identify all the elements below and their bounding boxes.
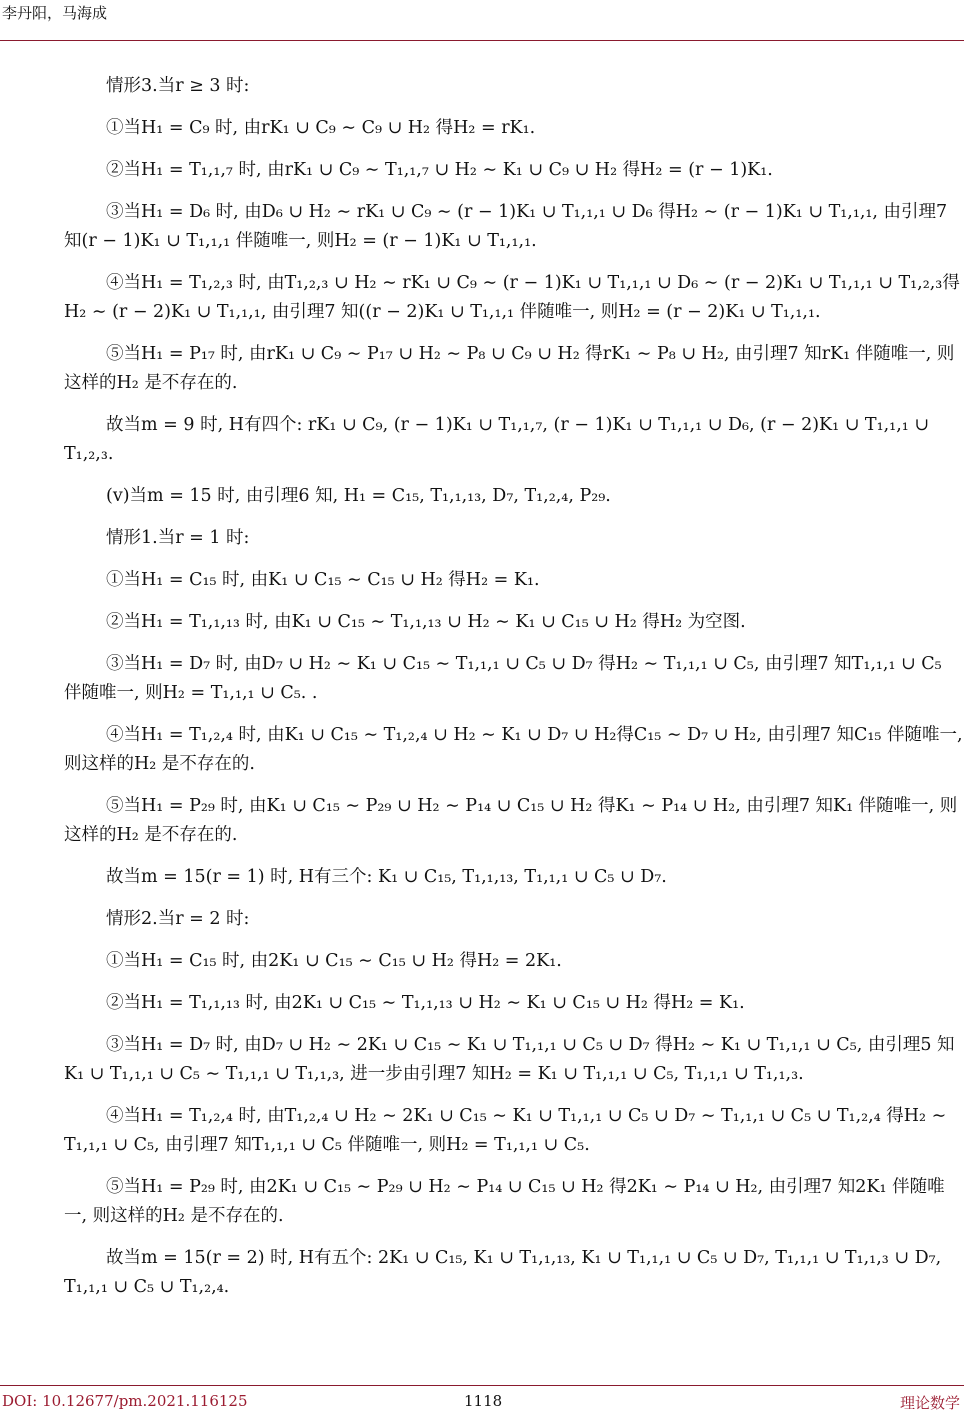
case-3-item-1: ①当H₁ = C₉ 时, 由rK₁ ∪ C₉ ∼ C₉ ∪ H₂ 得H₂ = rK₁. [106, 118, 536, 138]
case-1-heading: 情形1.当r = 1 时: [106, 528, 250, 548]
case-3-heading: 情形3.当r ≥ 3 时: [106, 76, 250, 96]
case-1-item-1: ①当H₁ = C₁₅ 时, 由K₁ ∪ C₁₅ ∼ C₁₅ ∪ H₂ 得H₂ = K₁. [106, 570, 540, 590]
case-2-item-1: ①当H₁ = C₁₅ 时, 由2K₁ ∪ C₁₅ ∼ C₁₅ ∪ H₂ 得H₂ = 2K₁. [106, 951, 562, 971]
case-2-item-3: ③当H₁ = D₇ 时, 由D₇ ∪ H₂ ∼ 2K₁ ∪ C₁₅ ∼ K₁ ∪ T₁,₁,₁ ∪ C₅ ∪ D₇ 得H₂ ∼ K₁ ∪ T₁,₁,₁ ∪ C₅, 由引理5 知K₁ ∪ T₁,₁,₁ ∪ C₅ ∼ T₁,₁,₁ ∪ T₁,₁,₃, 进一步由引理7 知H₂ = K₁ ∪ T₁,₁,₁ ∪ C₅, T₁,₁,₁ ∪ T₁,₁,₃. [64, 1035, 955, 1084]
case-2-item-5: ⑤当H₁ = P₂₉ 时, 由2K₁ ∪ C₁₅ ∼ P₂₉ ∪ H₂ ∼ P₁₄ ∪ C₁₅ ∪ H₂ 得2K₁ ∼ P₁₄ ∪ H₂, 由引理7 知2K₁ 伴随唯一, 则这样的H₂ 是不存在的. [64, 1177, 945, 1226]
case-1-item-3: ③当H₁ = D₇ 时, 由D₇ ∪ H₂ ∼ K₁ ∪ C₁₅ ∼ T₁,₁,₁ ∪ C₅ ∪ D₇ 得H₂ ∼ T₁,₁,₁ ∪ C₅, 由引理7 知T₁,₁,₁ ∪ C₅ 伴随唯一, 则H₂ = T₁,₁,₁ ∪ C₅. . [64, 654, 942, 703]
page-header [0, 0, 964, 41]
case-3-item-2: ②当H₁ = T₁,₁,₇ 时, 由rK₁ ∪ C₉ ∼ T₁,₁,₇ ∪ H₂ ∼ K₁ ∪ C₉ ∪ H₂ 得H₂ = (r − 1)K₁. [106, 160, 773, 180]
doi-link[interactable]: DOI: 10.12677/pm.2021.116125 [2, 1392, 248, 1410]
page-number: 1118 [464, 1392, 503, 1410]
page-footer [0, 1385, 964, 1415]
header-authors: 李丹阳，马海成 [2, 4, 108, 22]
case-3-item-5: ⑤当H₁ = P₁₇ 时, 由rK₁ ∪ C₉ ∼ P₁₇ ∪ H₂ ∼ P₈ ∪ C₉ ∪ H₂ 得rK₁ ∼ P₈ ∪ H₂, 由引理7 知rK₁ 伴随唯一, 则这样的H₂ 是不存在的. [64, 344, 955, 393]
case-3-item-3: ③当H₁ = D₆ 时, 由D₆ ∪ H₂ ∼ rK₁ ∪ C₉ ∼ (r − 1)K₁ ∪ T₁,₁,₁ ∪ D₆ 得H₂ ∼ (r − 1)K₁ ∪ T₁,₁,₁, 由引理7 知(r − 1)K₁ ∪ T₁,₁,₁ 伴随唯一, 则H₂ = (r − 1)K₁ ∪ T₁,₁,₁. [64, 202, 948, 251]
case-1-item-4: ④当H₁ = T₁,₂,₄ 时, 由K₁ ∪ C₁₅ ∼ T₁,₂,₄ ∪ H₂ ∼ K₁ ∪ D₇ ∪ H₂得C₁₅ ∼ D₇ ∪ H₂, 由引理7 知C₁₅ 伴随唯一, 则这样的H₂ 是不存在的. [64, 725, 963, 774]
case-3-conclusion: 故当m = 9 时, H有四个: rK₁ ∪ C₉, (r − 1)K₁ ∪ T₁,₁,₇, (r − 1)K₁ ∪ T₁,₁,₁ ∪ D₆, (r − 2)K₁ ∪ T₁,₁,₁ ∪ T₁,₂,₃. [64, 415, 930, 464]
part-v-intro: (v)当m = 15 时, 由引理6 知, H₁ = C₁₅, T₁,₁,₁₃, D₇, T₁,₂,₄, P₂₉. [106, 486, 611, 506]
case-1-item-5: ⑤当H₁ = P₂₉ 时, 由K₁ ∪ C₁₅ ∼ P₂₉ ∪ H₂ ∼ P₁₄ ∪ C₁₅ ∪ H₂ 得K₁ ∼ P₁₄ ∪ H₂, 由引理7 知K₁ 伴随唯一, 则这样的H₂ 是不存在的. [64, 796, 958, 845]
case-2-item-2: ②当H₁ = T₁,₁,₁₃ 时, 由2K₁ ∪ C₁₅ ∼ T₁,₁,₁₃ ∪ H₂ ∼ K₁ ∪ C₁₅ ∪ H₂ 得H₂ = K₁. [106, 993, 745, 1013]
case-2-item-4: ④当H₁ = T₁,₂,₄ 时, 由T₁,₂,₄ ∪ H₂ ∼ 2K₁ ∪ C₁₅ ∼ K₁ ∪ T₁,₁,₁ ∪ C₅ ∪ D₇ ∼ T₁,₁,₁ ∪ C₅ ∪ T₁,₂,₄ 得H₂ ∼ T₁,₁,₁ ∪ C₅, 由引理7 知T₁,₁,₁ ∪ C₅ 伴随唯一, 则H₂ = T₁,₁,₁ ∪ C₅. [64, 1106, 947, 1155]
case-2-heading: 情形2.当r = 2 时: [106, 909, 250, 929]
journal-name: 理论数学 [899, 1394, 960, 1412]
case-2-conclusion: 故当m = 15(r = 2) 时, H有五个: 2K₁ ∪ C₁₅, K₁ ∪ T₁,₁,₁₃, K₁ ∪ T₁,₁,₁ ∪ C₅ ∪ D₇, T₁,₁,₁ ∪ T₁,₁,₃ ∪ D₇, T₁,₁,₁ ∪ C₅ ∪ T₁,₂,₄. [64, 1248, 942, 1297]
article-body [64, 72, 964, 1302]
case-1-item-2: ②当H₁ = T₁,₁,₁₃ 时, 由K₁ ∪ C₁₅ ∼ T₁,₁,₁₃ ∪ H₂ ∼ K₁ ∪ C₁₅ ∪ H₂ 得H₂ 为空图. [106, 612, 746, 632]
case-3-item-4: ④当H₁ = T₁,₂,₃ 时, 由T₁,₂,₃ ∪ H₂ ∼ rK₁ ∪ C₉ ∼ (r − 1)K₁ ∪ T₁,₁,₁ ∪ D₆ ∼ (r − 2)K₁ ∪ T₁,₁,₁ ∪ T₁,₂,₃得H₂ ∼ (r − 2)K₁ ∪ T₁,₁,₁, 由引理7 知((r − 2)K₁ ∪ T₁,₁,₁ 伴随唯一, 则H₂ = (r − 2)K₁ ∪ T₁,₁,₁. [64, 273, 960, 322]
case-1-conclusion: 故当m = 15(r = 1) 时, H有三个: K₁ ∪ C₁₅, T₁,₁,₁₃, T₁,₁,₁ ∪ C₅ ∪ D₇. [106, 867, 667, 887]
